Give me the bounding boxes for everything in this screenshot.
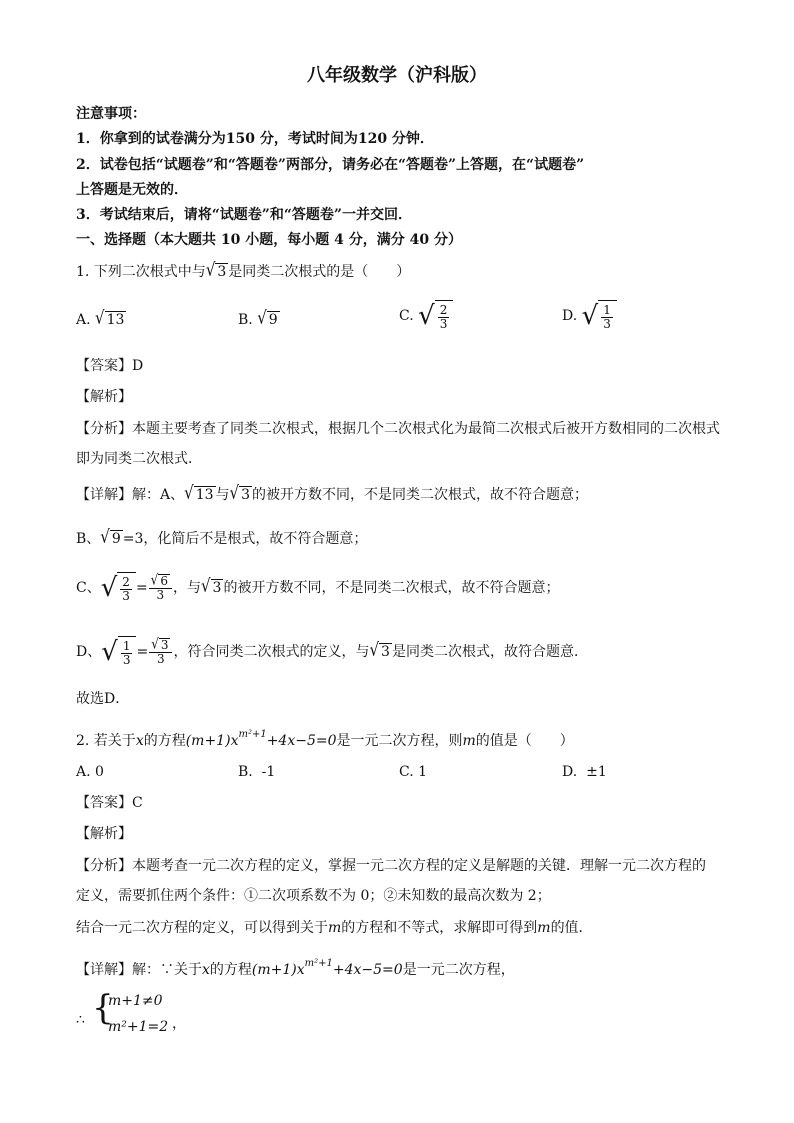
q2-option-c: C. 1 xyxy=(399,764,428,780)
q1-conclusion: 故选D． xyxy=(76,691,130,707)
q2-detail: 【详解】解：∵关于x的方程$(m+1)x^{m^2+1}+4x-5=0$是一元二次方程， xyxy=(76,958,515,978)
q1-option-b: B. √ 9 xyxy=(238,306,278,329)
sqrt-symbol: √ 3 xyxy=(151,635,169,653)
q1-stem-radicand: 3 xyxy=(217,264,227,280)
q1-fenxi-2: 即为同类二次根式． xyxy=(76,451,202,467)
q1-stem xyxy=(76,258,411,282)
notice-item-3: 3．考试结束后，请将“试题卷”和“答题卷”一并交回． xyxy=(76,207,412,223)
q2-system-eq-2: m²+1=2 xyxy=(108,1019,169,1035)
notice-item-2-cont: 上答题是无效的． xyxy=(76,182,188,198)
q2-system-eq-1: m+1≠0 xyxy=(108,993,163,1009)
sqrt-symbol: √ 3 xyxy=(369,638,390,661)
notice-item-2: 2．试卷包括“试题卷”和“答题卷”两部分，请务必在“答题卷”上答题，在“试题卷” xyxy=(76,157,585,173)
q1-detail-a: 【详解】解：A、 √ 13 与 √ 3 的被开方数不同，不是同类二次根式，故不符合题意； xyxy=(76,481,588,504)
q2-system-end: ， xyxy=(172,1016,186,1032)
sqrt-symbol: √ $\frac{2}{3}$ xyxy=(101,572,136,604)
because-symbol: ∵ xyxy=(160,962,174,978)
sqrt-symbol: √ 3 xyxy=(205,258,227,281)
sqrt-symbol: √ $\frac{2}{3}$ xyxy=(418,300,453,332)
notice-heading: 注意事项： xyxy=(76,106,146,122)
q1-fenxi-1: 【分析】本题主要考查了同类二次根式，根据几个二次根式化为最简二次根式后被开方数相同的二次根式 xyxy=(76,421,720,437)
q2-option-a: A. 0 xyxy=(76,764,104,780)
sqrt-symbol: √ 13 xyxy=(184,481,214,504)
sqrt-symbol: √ 9 xyxy=(100,525,121,548)
sqrt-symbol: √ 3 xyxy=(200,574,222,597)
sqrt-symbol: √ $\frac{1}{3}$ xyxy=(101,636,136,668)
q1-stem-suffix: 是同类二次根式的是（ ） xyxy=(228,264,411,280)
q2-stem: 2. 若关于x的方程$(m+1)x^{m^2+1}+4x-5=0$是一元二次方程，则m的值是（ ） xyxy=(76,729,574,749)
q1-option-a: A. √ 13 xyxy=(76,306,125,329)
q1-option-c: C. √ $\frac{2}{3}$ xyxy=(399,300,453,332)
q2-analysis-tag: 【解析】 xyxy=(76,826,132,842)
sqrt-symbol: √ 6 xyxy=(150,571,168,589)
section-title: 一、选择题（本大题共 10 小题，每小题 4 分，满分 40 分） xyxy=(76,232,462,248)
q1-detail-d: D、 √ $\frac{1}{3}$ = √ 3 3 ，符合同类二次根式的定义，与 √ 3 是同类二次根式，故符合题意． xyxy=(76,635,588,667)
q1-answer: 【答案】D xyxy=(76,358,144,374)
q1-option-d: D. √ $\frac{1}{3}$ xyxy=(562,300,617,332)
q2-fenxi-1: 【分析】本题考查一元二次方程的定义，掌握一元二次方程的定义是解题的关键．理解一元二次方程的 xyxy=(76,858,706,874)
q2-fenxi-2: 定义，需要抓住两个条件：①二次项系数不为 0；②未知数的最高次数为 2； xyxy=(76,888,551,904)
sqrt-symbol: √ $\frac{1}{3}$ xyxy=(582,300,617,332)
q2-option-d: D. ±1 xyxy=(562,764,607,780)
sqrt-symbol: √ 3 xyxy=(229,481,250,504)
q2-fenxi-3: 结合一元二次方程的定义，可以得到关于m的方程和不等式，求解即可得到m的值． xyxy=(76,920,593,936)
q1-detail-b: B、 √ 9 =3，化简后不是根式，故不符合题意； xyxy=(76,525,368,548)
q1-analysis-tag: 【解析】 xyxy=(76,389,132,405)
left-brace-icon: { xyxy=(92,988,114,1028)
q1-detail-c: C、 √ $\frac{2}{3}$ = √ 6 3 ，与 √ 3 的被开方数不同，不是同类二次根式，故不符合题意； xyxy=(76,571,560,603)
sqrt-symbol: √ 13 xyxy=(95,306,125,329)
notice-item-1: 1．你拿到的试卷满分为150 分，考试时间为120 分钟． xyxy=(76,131,434,147)
therefore-symbol: ∴ xyxy=(76,1012,85,1028)
q2-option-b: B. -1 xyxy=(238,764,276,780)
q1-stem-prefix: 1. 下列二次根式中与 xyxy=(76,264,206,280)
sqrt-symbol: √ 9 xyxy=(257,306,278,329)
page-title: 八年级数学（沪科版） xyxy=(307,65,487,86)
q2-answer: 【答案】C xyxy=(76,795,143,811)
